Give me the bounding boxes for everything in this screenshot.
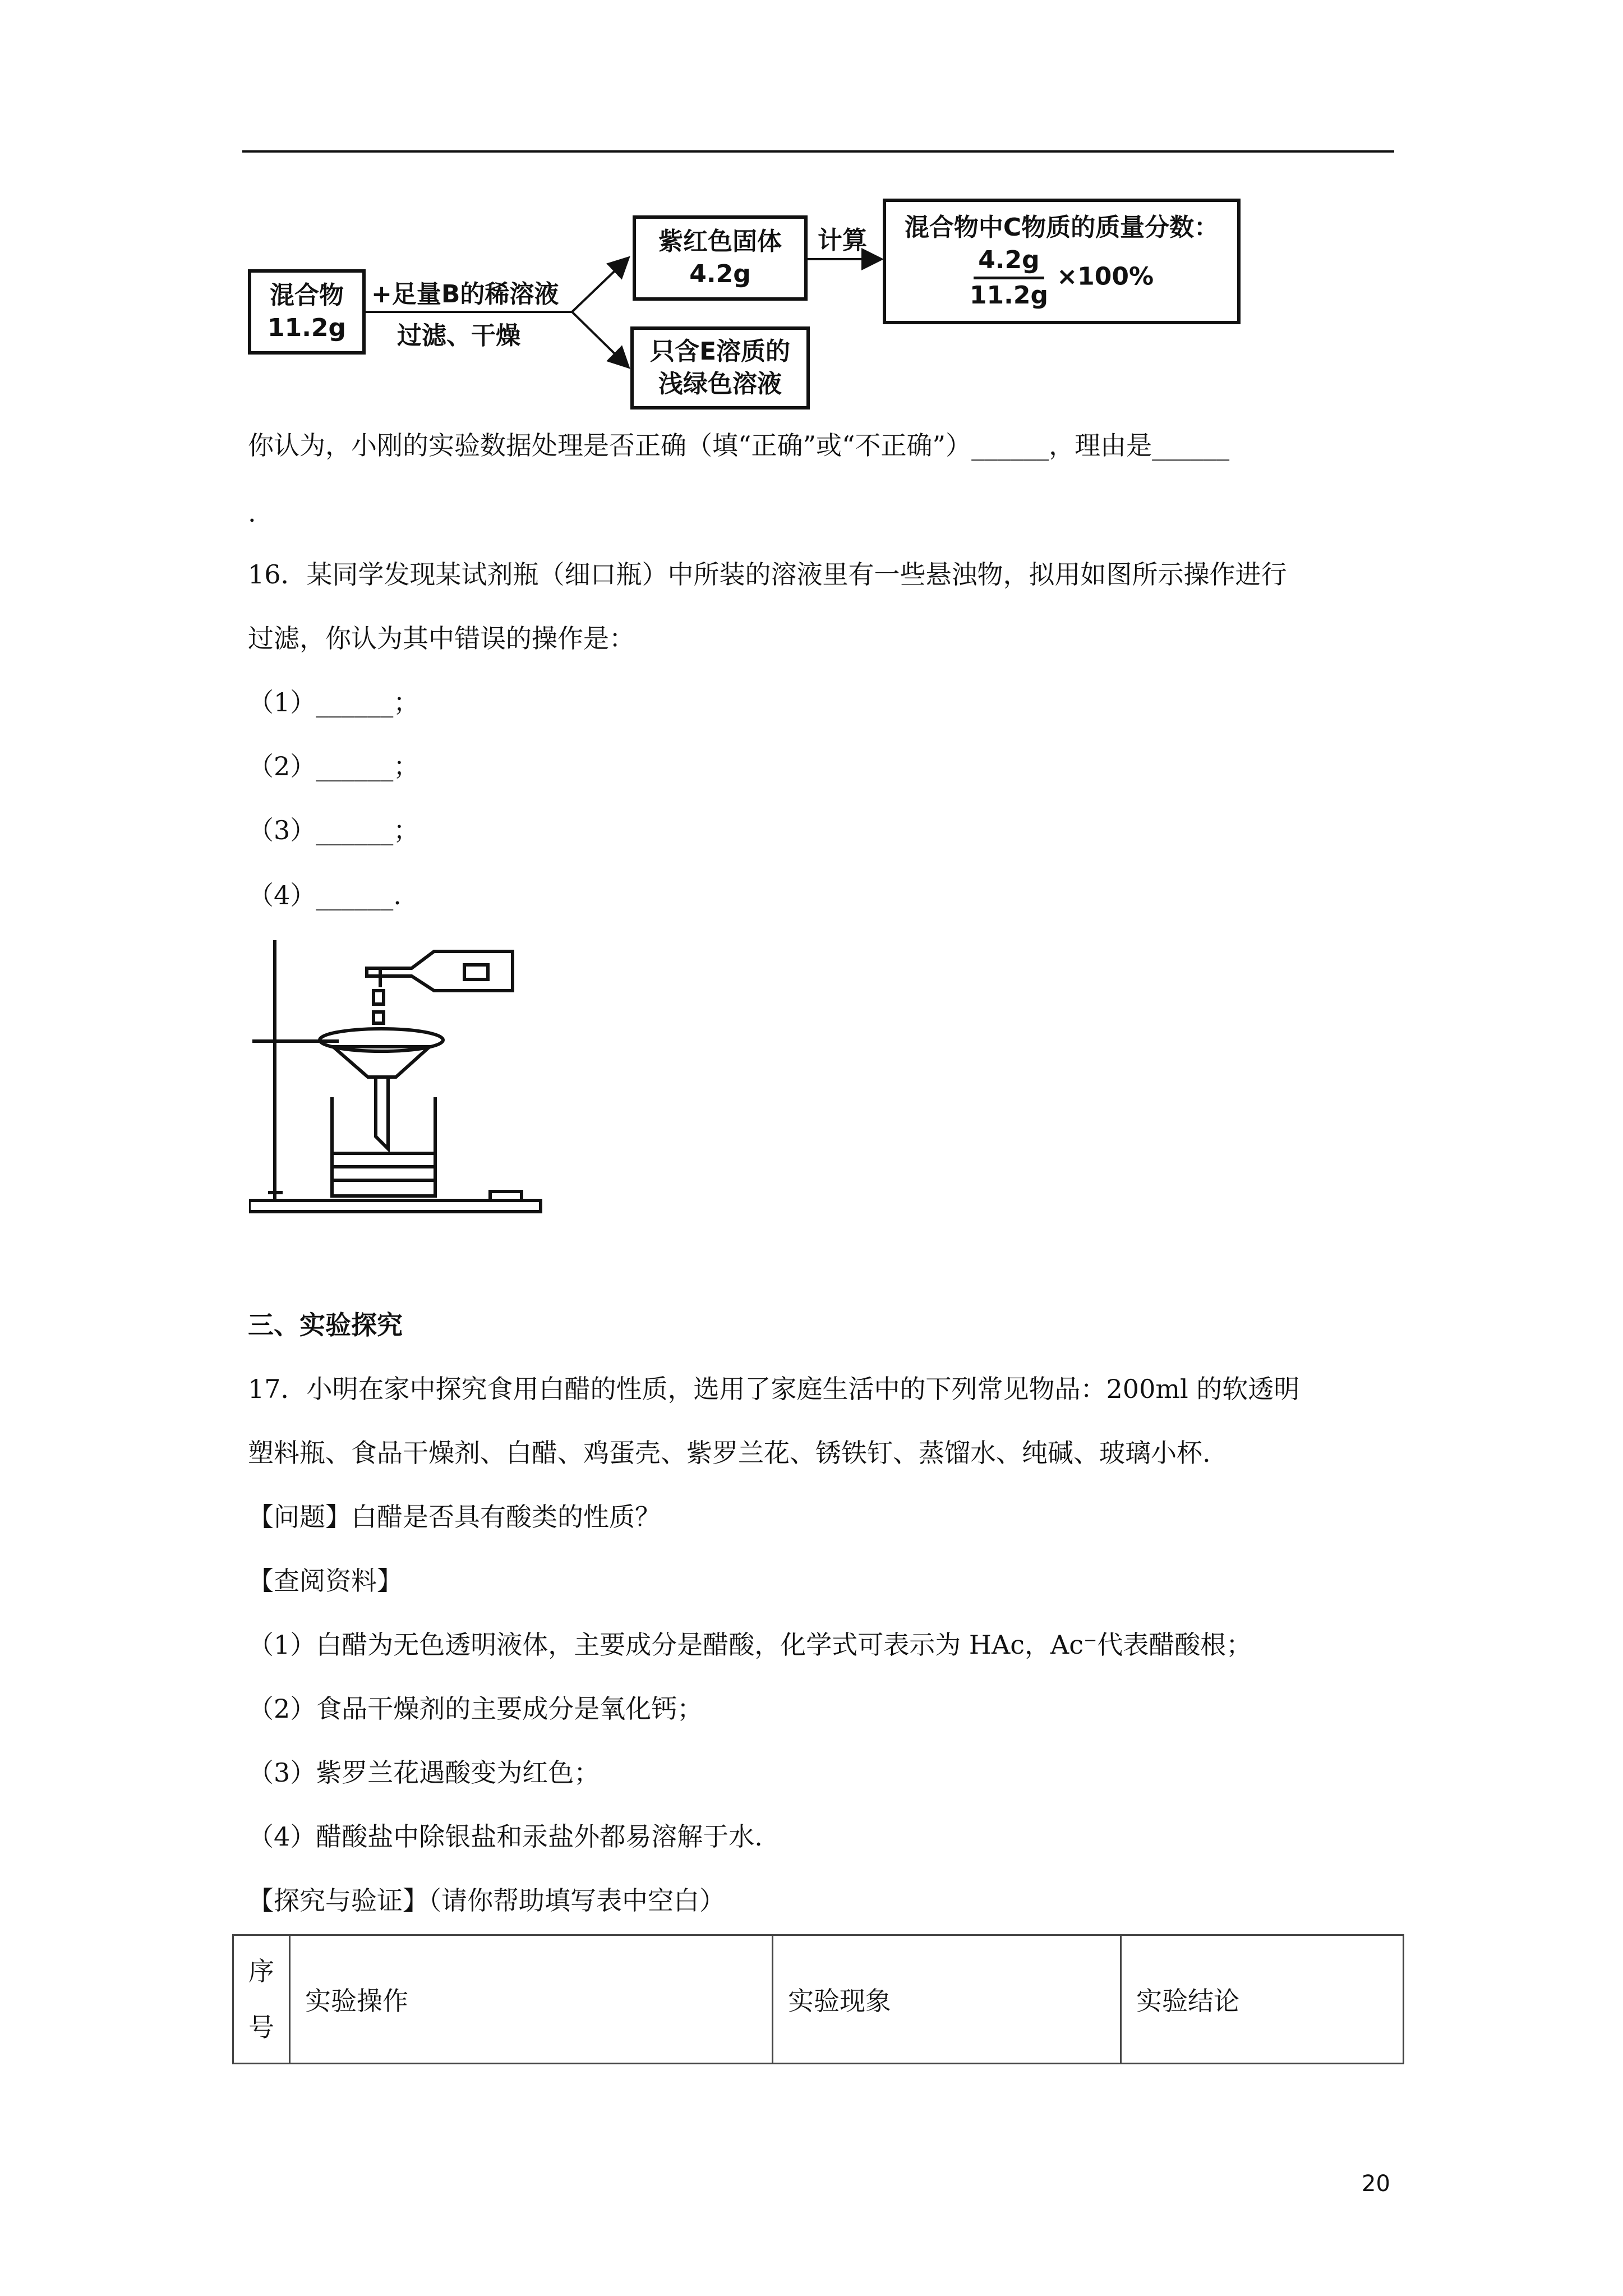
flowchart-step-filter: 过滤、干燥 xyxy=(397,321,520,350)
q16-text-line2: 过滤，你认为其中错误的操作是： xyxy=(248,623,635,654)
filtration-apparatus-figure xyxy=(249,929,546,1226)
q17-text-line1: 17．小明在家中探究食用白醋的性质，选用了家庭生活中的下列常见物品：200ml 的软透明 xyxy=(248,1374,1300,1404)
section-title: 三、实验探究 xyxy=(248,1310,403,1340)
header-operation: 实验操作 xyxy=(290,1935,773,2064)
flowchart-arrows xyxy=(0,0,1623,426)
q16-blank-4: （4）______. xyxy=(248,880,402,910)
q17-ref-4: （4）醋酸盐中除银盐和汞盐外都易溶解于水. xyxy=(248,1821,763,1852)
q16-text-line1: 16．某同学发现某试剂瓶（细口瓶）中所装的溶液里有一些悬浊物，拟用如图所示操作进行 xyxy=(248,559,1287,590)
q17-ref-3: （3）紫罗兰花遇酸变为红色； xyxy=(248,1757,600,1788)
flowchart-result-box: 混合物中C物质的质量分数： $\frac{4.2g}{11.2g}$ ×100% xyxy=(883,199,1241,324)
header-index: 序 号 xyxy=(233,1935,290,2064)
q16-blank-2: （2）______； xyxy=(248,751,419,781)
q16-blank-1: （1）______； xyxy=(248,687,419,717)
header-conclusion: 实验结论 xyxy=(1121,1935,1404,2064)
flowchart-mixture-box: 混合物 11.2g xyxy=(248,269,366,355)
q17-text-line2: 塑料瓶、食品干燥剂、白醋、鸡蛋壳、紫罗兰花、锈铁钉、蒸馏水、纯碱、玻璃小杯. xyxy=(248,1438,1211,1468)
flowchart-solution-box: 只含E溶质的 浅绿色溶液 xyxy=(630,326,810,409)
q15-answer-line: 你认为，小刚的实验数据处理是否正确（填“正确”或“不正确”）______，理由是______ xyxy=(248,430,1230,461)
flowchart-step-add: +足量B的稀溶液 xyxy=(371,280,559,309)
q16-blank-3: （3）______； xyxy=(248,815,419,845)
page-number: 20 xyxy=(1362,2171,1390,2197)
q15-answer-line-end: . xyxy=(248,498,256,528)
q17-refs-title: 【查阅资料】 xyxy=(248,1566,403,1596)
q17-explore: 【探究与验证】（请你帮助填写表中空白） xyxy=(248,1885,725,1916)
header-phenomenon: 实验现象 xyxy=(773,1935,1121,2064)
q17-ref-1: （1）白醋为无色透明液体，主要成分是醋酸，化学式可表示为 HAc，Ac⁻代表醋酸根； xyxy=(248,1630,1252,1660)
experiment-table xyxy=(232,1934,1404,2064)
flowchart-solid-box: 紫红色固体 4.2g xyxy=(633,215,808,301)
q17-ref-2: （2）食品干燥剂的主要成分是氧化钙； xyxy=(248,1694,703,1724)
flowchart-calc-label: 计算 xyxy=(818,226,867,255)
fraction: $\frac{4.2g}{11.2g}$ xyxy=(970,244,1048,312)
q17-problem: 【问题】白醋是否具有酸类的性质？ xyxy=(248,1502,661,1532)
table-header-row xyxy=(233,1935,1404,2064)
